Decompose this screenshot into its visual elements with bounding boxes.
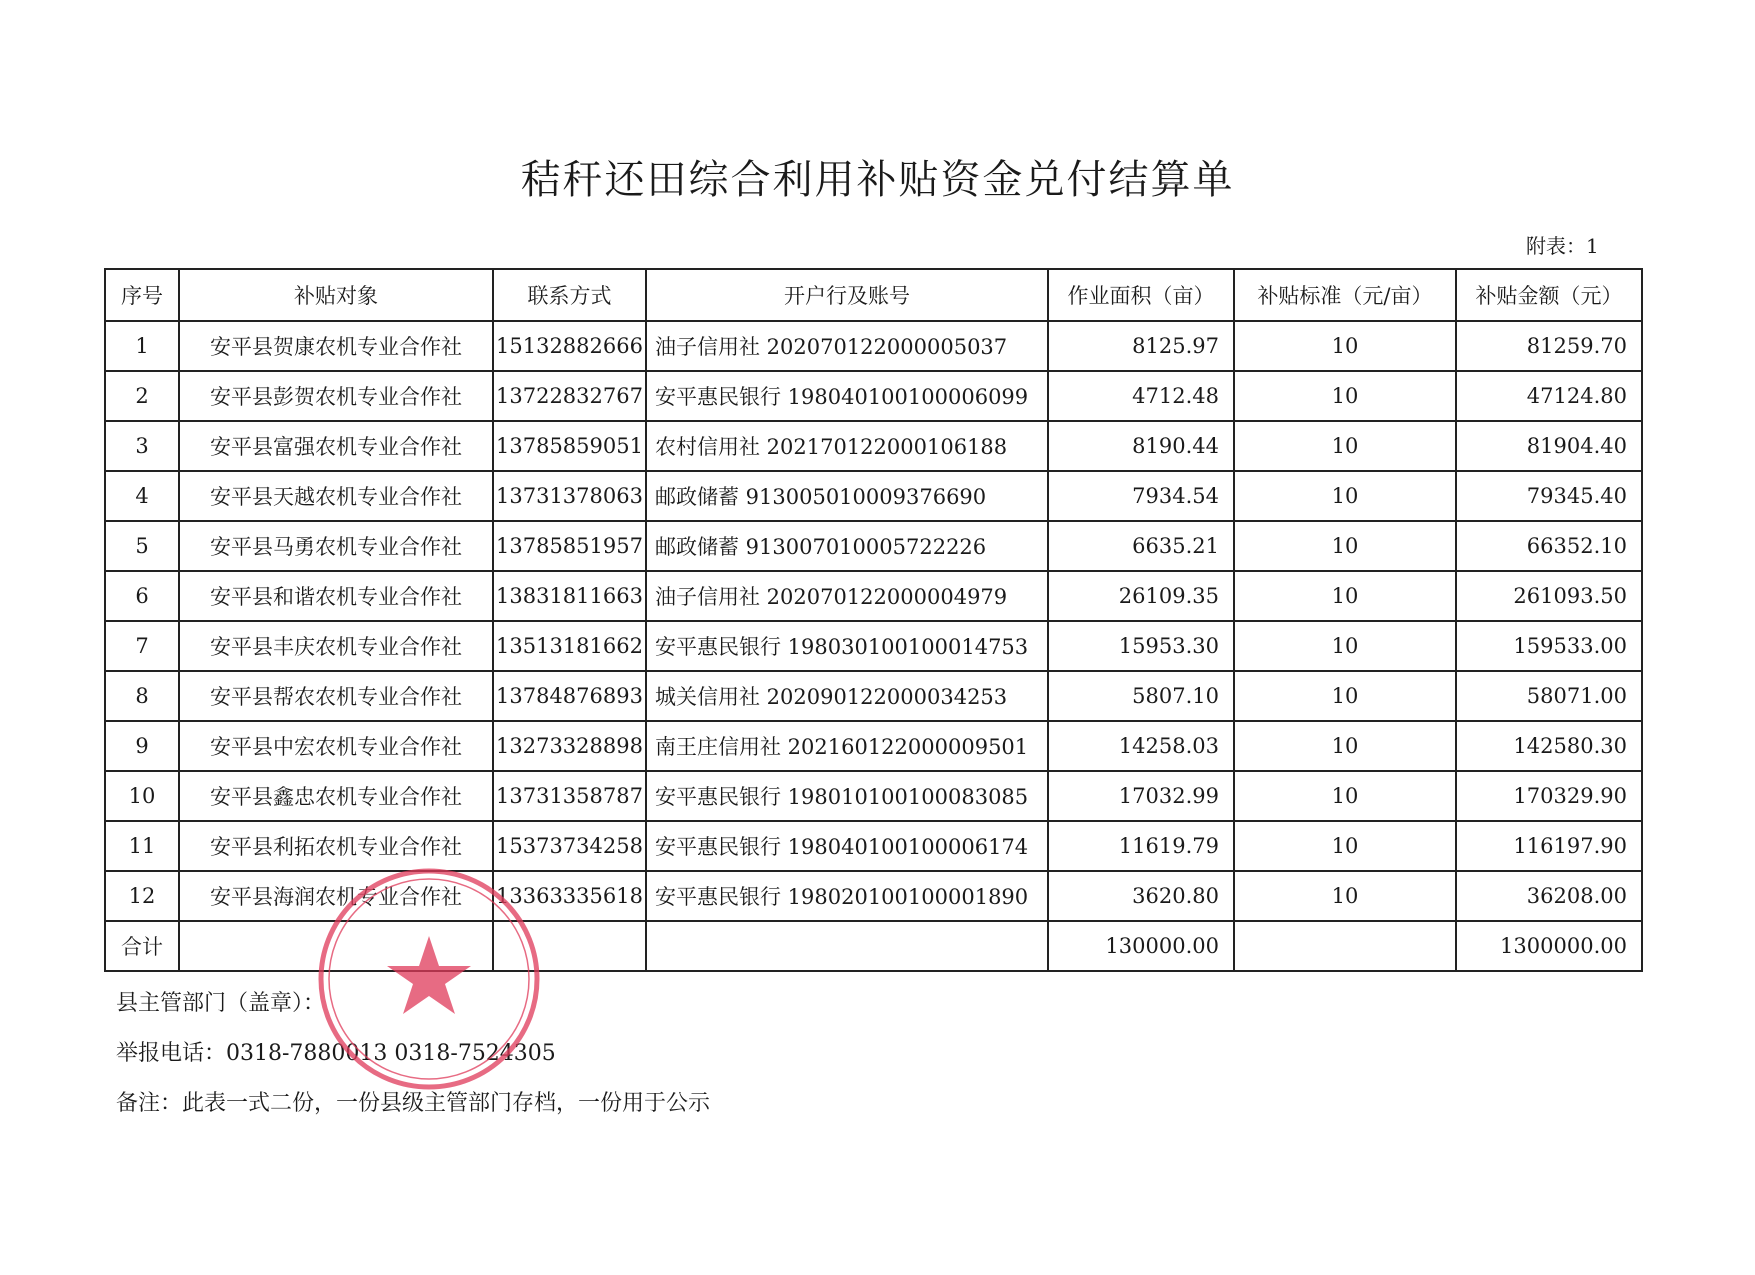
- row-contact: 13785859051: [493, 421, 646, 471]
- row-amount: 79345.40: [1456, 471, 1642, 521]
- row-standard: 10: [1234, 421, 1456, 471]
- row-bank-account: 安平惠民银行 198040100100006174: [646, 821, 1048, 871]
- row-contact: 13784876893: [493, 671, 646, 721]
- row-standard: 10: [1234, 371, 1456, 421]
- row-standard: 10: [1234, 321, 1456, 371]
- row-contact: 13363335618: [493, 871, 646, 921]
- table-row: [105, 521, 1642, 571]
- row-area: 8190.44: [1048, 421, 1234, 471]
- row-bank-account: 南王庄信用社 202160122000009501: [646, 721, 1048, 771]
- row-recipient: 安平县彭贺农机专业合作社: [179, 371, 493, 421]
- total-area: 130000.00: [1048, 921, 1234, 971]
- table-row: [105, 821, 1642, 871]
- row-amount: 116197.90: [1456, 821, 1642, 871]
- remark-line: 备注：此表一式二份，一份县级主管部门存档，一份用于公示: [116, 1091, 711, 1116]
- row-standard: 10: [1234, 671, 1456, 721]
- header-index: 序号: [105, 269, 179, 321]
- table-body: [105, 321, 1642, 921]
- total-empty-cell: [1234, 921, 1456, 971]
- row-index: 5: [105, 521, 179, 571]
- row-area: 7934.54: [1048, 471, 1234, 521]
- row-bank-account: 安平惠民银行 198040100100006099: [646, 371, 1048, 421]
- row-recipient: 安平县贺康农机专业合作社: [179, 321, 493, 371]
- row-recipient: 安平县丰庆农机专业合作社: [179, 621, 493, 671]
- row-index: 3: [105, 421, 179, 471]
- row-contact: 15373734258: [493, 821, 646, 871]
- table-row: [105, 871, 1642, 921]
- row-index: 4: [105, 471, 179, 521]
- row-amount: 47124.80: [1456, 371, 1642, 421]
- row-amount: 261093.50: [1456, 571, 1642, 621]
- row-recipient: 安平县马勇农机专业合作社: [179, 521, 493, 571]
- row-area: 6635.21: [1048, 521, 1234, 571]
- row-contact: 13731378063: [493, 471, 646, 521]
- row-recipient: 安平县天越农机专业合作社: [179, 471, 493, 521]
- table-row: [105, 371, 1642, 421]
- row-area: 11619.79: [1048, 821, 1234, 871]
- settlement-table: [104, 268, 1643, 972]
- row-amount: 142580.30: [1456, 721, 1642, 771]
- table-row: [105, 471, 1642, 521]
- row-bank-account: 安平惠民银行 198020100100001890: [646, 871, 1048, 921]
- row-index: 7: [105, 621, 179, 671]
- row-area: 17032.99: [1048, 771, 1234, 821]
- total-row: [105, 921, 1642, 971]
- header-standard: 补贴标准（元/亩）: [1234, 269, 1456, 321]
- row-recipient: 安平县中宏农机专业合作社: [179, 721, 493, 771]
- table-row: [105, 421, 1642, 471]
- row-recipient: 安平县和谐农机专业合作社: [179, 571, 493, 621]
- row-amount: 66352.10: [1456, 521, 1642, 571]
- row-recipient: 安平县富强农机专业合作社: [179, 421, 493, 471]
- row-index: 9: [105, 721, 179, 771]
- total-label: 合计: [105, 921, 179, 971]
- row-recipient: 安平县海润农机专业合作社: [179, 871, 493, 921]
- row-contact: 13731358787: [493, 771, 646, 821]
- row-amount: 81259.70: [1456, 321, 1642, 371]
- row-standard: 10: [1234, 871, 1456, 921]
- dept-seal-line: 县主管部门（盖章）：: [116, 991, 326, 1016]
- row-area: 5807.10: [1048, 671, 1234, 721]
- table-row: [105, 721, 1642, 771]
- table-row: [105, 321, 1642, 371]
- row-standard: 10: [1234, 621, 1456, 671]
- row-index: 2: [105, 371, 179, 421]
- row-recipient: 安平县帮农农机专业合作社: [179, 671, 493, 721]
- row-area: 14258.03: [1048, 721, 1234, 771]
- table-row: [105, 571, 1642, 621]
- row-recipient: 安平县利拓农机专业合作社: [179, 821, 493, 871]
- row-bank-account: 邮政储蓄 913007010005722226: [646, 521, 1048, 571]
- row-recipient: 安平县鑫忠农机专业合作社: [179, 771, 493, 821]
- row-bank-account: 安平惠民银行 198010100100083085: [646, 771, 1048, 821]
- header-contact: 联系方式: [493, 269, 646, 321]
- row-contact: 13831811663: [493, 571, 646, 621]
- row-standard: 10: [1234, 721, 1456, 771]
- header-area: 作业面积（亩）: [1048, 269, 1234, 321]
- row-area: 8125.97: [1048, 321, 1234, 371]
- total-amount: 1300000.00: [1456, 921, 1642, 971]
- row-area: 26109.35: [1048, 571, 1234, 621]
- header-bank-account: 开户行及账号: [646, 269, 1048, 321]
- row-contact: 13722832767: [493, 371, 646, 421]
- row-index: 1: [105, 321, 179, 371]
- row-bank-account: 油子信用社 202070122000005037: [646, 321, 1048, 371]
- table-row: [105, 771, 1642, 821]
- row-contact: 13785851957: [493, 521, 646, 571]
- table-header-row: [105, 269, 1642, 321]
- row-standard: 10: [1234, 521, 1456, 571]
- row-bank-account: 油子信用社 202070122000004979: [646, 571, 1048, 621]
- row-contact: 15132882666: [493, 321, 646, 371]
- row-bank-account: 城关信用社 202090122000034253: [646, 671, 1048, 721]
- row-standard: 10: [1234, 471, 1456, 521]
- report-phone-line: 举报电话：0318-7880013 0318-7524305: [116, 1041, 556, 1066]
- row-bank-account: 邮政储蓄 913005010009376690: [646, 471, 1048, 521]
- table-row: [105, 621, 1642, 671]
- total-empty-cell: [646, 921, 1048, 971]
- row-standard: 10: [1234, 821, 1456, 871]
- row-index: 12: [105, 871, 179, 921]
- row-index: 6: [105, 571, 179, 621]
- document-title: 秸秆还田综合利用补贴资金兑付结算单: [520, 157, 1235, 203]
- row-area: 4712.48: [1048, 371, 1234, 421]
- row-amount: 170329.90: [1456, 771, 1642, 821]
- row-contact: 13273328898: [493, 721, 646, 771]
- row-bank-account: 农村信用社 202170122000106188: [646, 421, 1048, 471]
- table-row: [105, 671, 1642, 721]
- total-empty-cell: [493, 921, 646, 971]
- header-amount: 补贴金额（元）: [1456, 269, 1642, 321]
- row-area: 15953.30: [1048, 621, 1234, 671]
- header-recipient: 补贴对象: [179, 269, 493, 321]
- total-empty-cell: [179, 921, 493, 971]
- row-bank-account: 安平惠民银行 198030100100014753: [646, 621, 1048, 671]
- row-contact: 13513181662: [493, 621, 646, 671]
- row-standard: 10: [1234, 771, 1456, 821]
- row-index: 8: [105, 671, 179, 721]
- row-amount: 159533.00: [1456, 621, 1642, 671]
- row-amount: 36208.00: [1456, 871, 1642, 921]
- row-amount: 81904.40: [1456, 421, 1642, 471]
- row-standard: 10: [1234, 571, 1456, 621]
- appendix-label: 附表：1: [1526, 234, 1599, 258]
- row-area: 3620.80: [1048, 871, 1234, 921]
- row-index: 11: [105, 821, 179, 871]
- row-index: 10: [105, 771, 179, 821]
- row-amount: 58071.00: [1456, 671, 1642, 721]
